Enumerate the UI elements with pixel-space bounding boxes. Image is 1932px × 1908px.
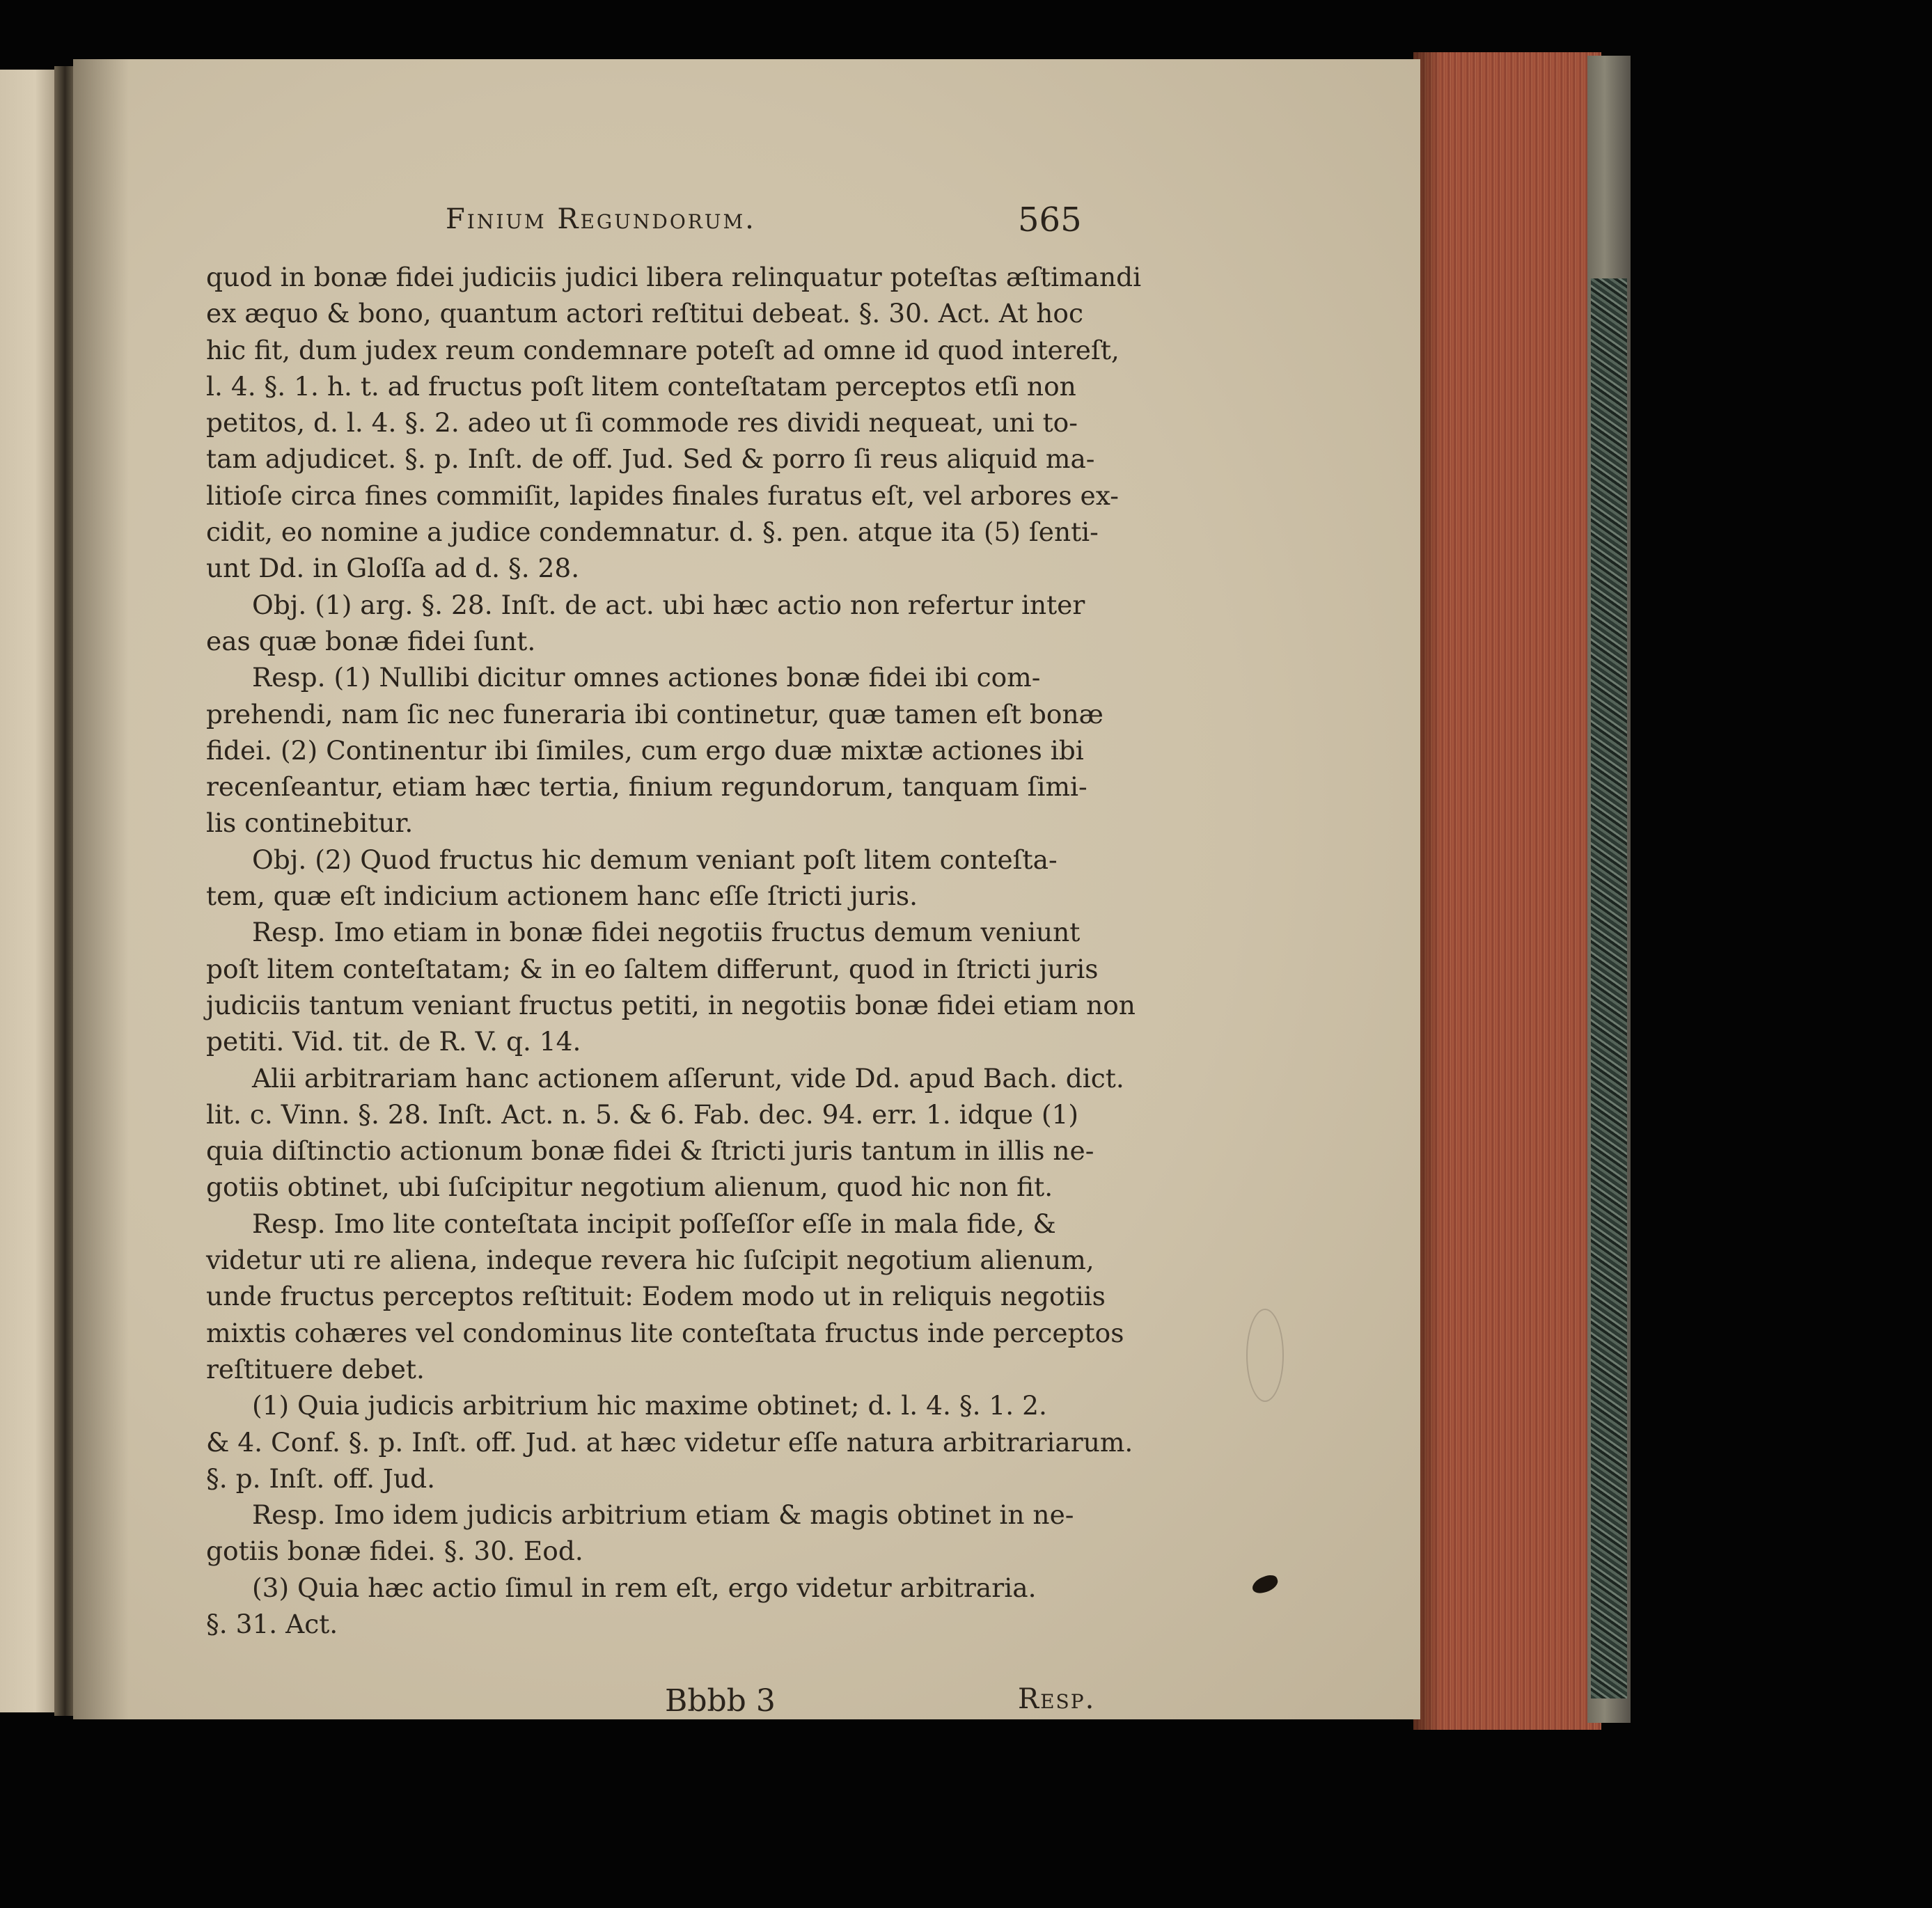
text-line: poſt litem conteſtatam; & in eo ſaltem differunt, quod in ſtricti juris [206, 953, 1099, 984]
text-line: eas quæ bonæ fidei ſunt. [206, 625, 536, 656]
text-line: unde fructus perceptos reſtituit: Eodem modo ut in reliquis negotiis [206, 1281, 1106, 1312]
text-line: petiti. Vid. tit. de R. V. q. 14. [206, 1026, 581, 1057]
text-line: videtur uti re aliena, indeque revera hic ſuſcipit negotium alienum, [206, 1245, 1094, 1276]
running-head: Finium Regundorum. [446, 203, 756, 235]
text-line: (1) Quia judicis arbitrium hic maxime obtinet; d. l. 4. §. 1. 2. [252, 1390, 1047, 1421]
catchword: Resp. [1018, 1683, 1096, 1715]
text-line: judiciis tantum veniant fructus petiti, in negotiis bonæ fidei etiam non [206, 989, 1136, 1020]
text-line: quod in bonæ fidei judiciis judici libera relinquatur poteſtas æſtimandi [206, 262, 1142, 292]
page-gutter-shadow [73, 59, 129, 1719]
text-line: & 4. Conf. §. p. Inſt. off. Jud. at hæc videtur eſſe natura arbitrariarum. [206, 1426, 1133, 1458]
text-line: hic fit, dum judex reum condemnare poteſt ad omne id quod intereſt, [206, 334, 1120, 365]
body-text [206, 259, 1142, 1642]
text-line: tam adjudicet. §. p. Inſt. de off. Jud. Sed & porro ſi reus aliquid ma- [206, 443, 1095, 475]
page-edges [1413, 52, 1601, 1730]
text-line: ex æquo & bono, quantum actori reſtitui debeat. §. 30. Act. At hoc [206, 298, 1083, 329]
faint-pencil-mark [1246, 1309, 1284, 1402]
text-line: Resp. Imo lite conteſtata incipit poſſeſſor eſſe in mala fide, & [252, 1208, 1056, 1239]
text-line: lis continebitur. [206, 807, 414, 839]
text-line: gotiis obtinet, ubi ſuſcipitur negotium alienum, quod hic non fit. [206, 1172, 1053, 1203]
text-line: cidit, eo nomine a judice condemnatur. d. §. pen. atque ita (5) ſenti- [206, 517, 1099, 548]
text-line: (3) Quia hæc actio ſimul in rem eſt, ergo videtur arbitraria. [252, 1572, 1037, 1603]
text-line: unt Dd. in Gloſſa ad d. §. 28. [206, 553, 580, 584]
text-line: prehendi, nam ſic nec funeraria ibi continetur, quæ tamen eſt bonæ [206, 698, 1104, 730]
text-line: fidei. (2) Continentur ibi ſimiles, cum ergo duæ mixtæ actiones ibi [206, 734, 1084, 766]
text-line: Resp. Imo idem judicis arbitrium etiam & magis obtinet in ne- [252, 1499, 1074, 1531]
text-line: Resp. (1) Nullibi dicitur omnes actiones bonæ fidei ibi com- [252, 662, 1041, 693]
text-line: Alii arbitrariam hanc actionem aſſerunt, vide Dd. apud Bach. dict. [252, 1062, 1124, 1094]
text-line: litioſe circa fines commiſit, lapides finales furatus eſt, vel arbores ex- [206, 480, 1119, 511]
text-line: quia diſtinctio actionum bonæ fidei & ſtricti juris tantum in illis ne- [206, 1135, 1094, 1167]
marbled-cover-board [1591, 278, 1627, 1698]
page-number: 565 [1018, 200, 1082, 239]
text-line: tem, quæ eſt indicium actionem hanc eſſe ſtricti juris. [206, 881, 918, 912]
text-line: Resp. Imo etiam in bonæ fidei negotiis fructus demum veniunt [252, 917, 1081, 948]
text-line: lit. c. Vinn. §. 28. Inſt. Act. n. 5. & 6. Fab. dec. 94. err. 1. idque (1) [206, 1098, 1079, 1130]
text-line: Obj. (1) arg. §. 28. Inſt. de act. ubi hæc actio non refertur inter [252, 589, 1085, 620]
text-line: mixtis cohæres vel condominus lite conteſtata fructus inde perceptos [206, 1317, 1124, 1348]
text-line: l. 4. §. 1. h. t. ad fructus poſt litem conteſtatam perceptos etſi non [206, 370, 1076, 402]
signature-mark: Bbbb 3 [665, 1683, 776, 1719]
text-line: gotiis bonæ fidei. §. 30. Eod. [206, 1536, 583, 1567]
text-line: Obj. (2) Quod fructus hic demum veniant poſt litem conteſta- [252, 844, 1058, 875]
text-line: petitos, d. l. 4. §. 2. adeo ut ſi commode res dividi nequeat, uni to- [206, 407, 1078, 439]
text-line: recenſeantur, etiam hæc tertia, finium regundorum, tanquam ſimi- [206, 771, 1087, 803]
text-line: §. 31. Act. [206, 1608, 338, 1639]
text-line: reſtituere debet. [206, 1353, 425, 1385]
text-line: §. p. Inſt. off. Jud. [206, 1462, 436, 1494]
